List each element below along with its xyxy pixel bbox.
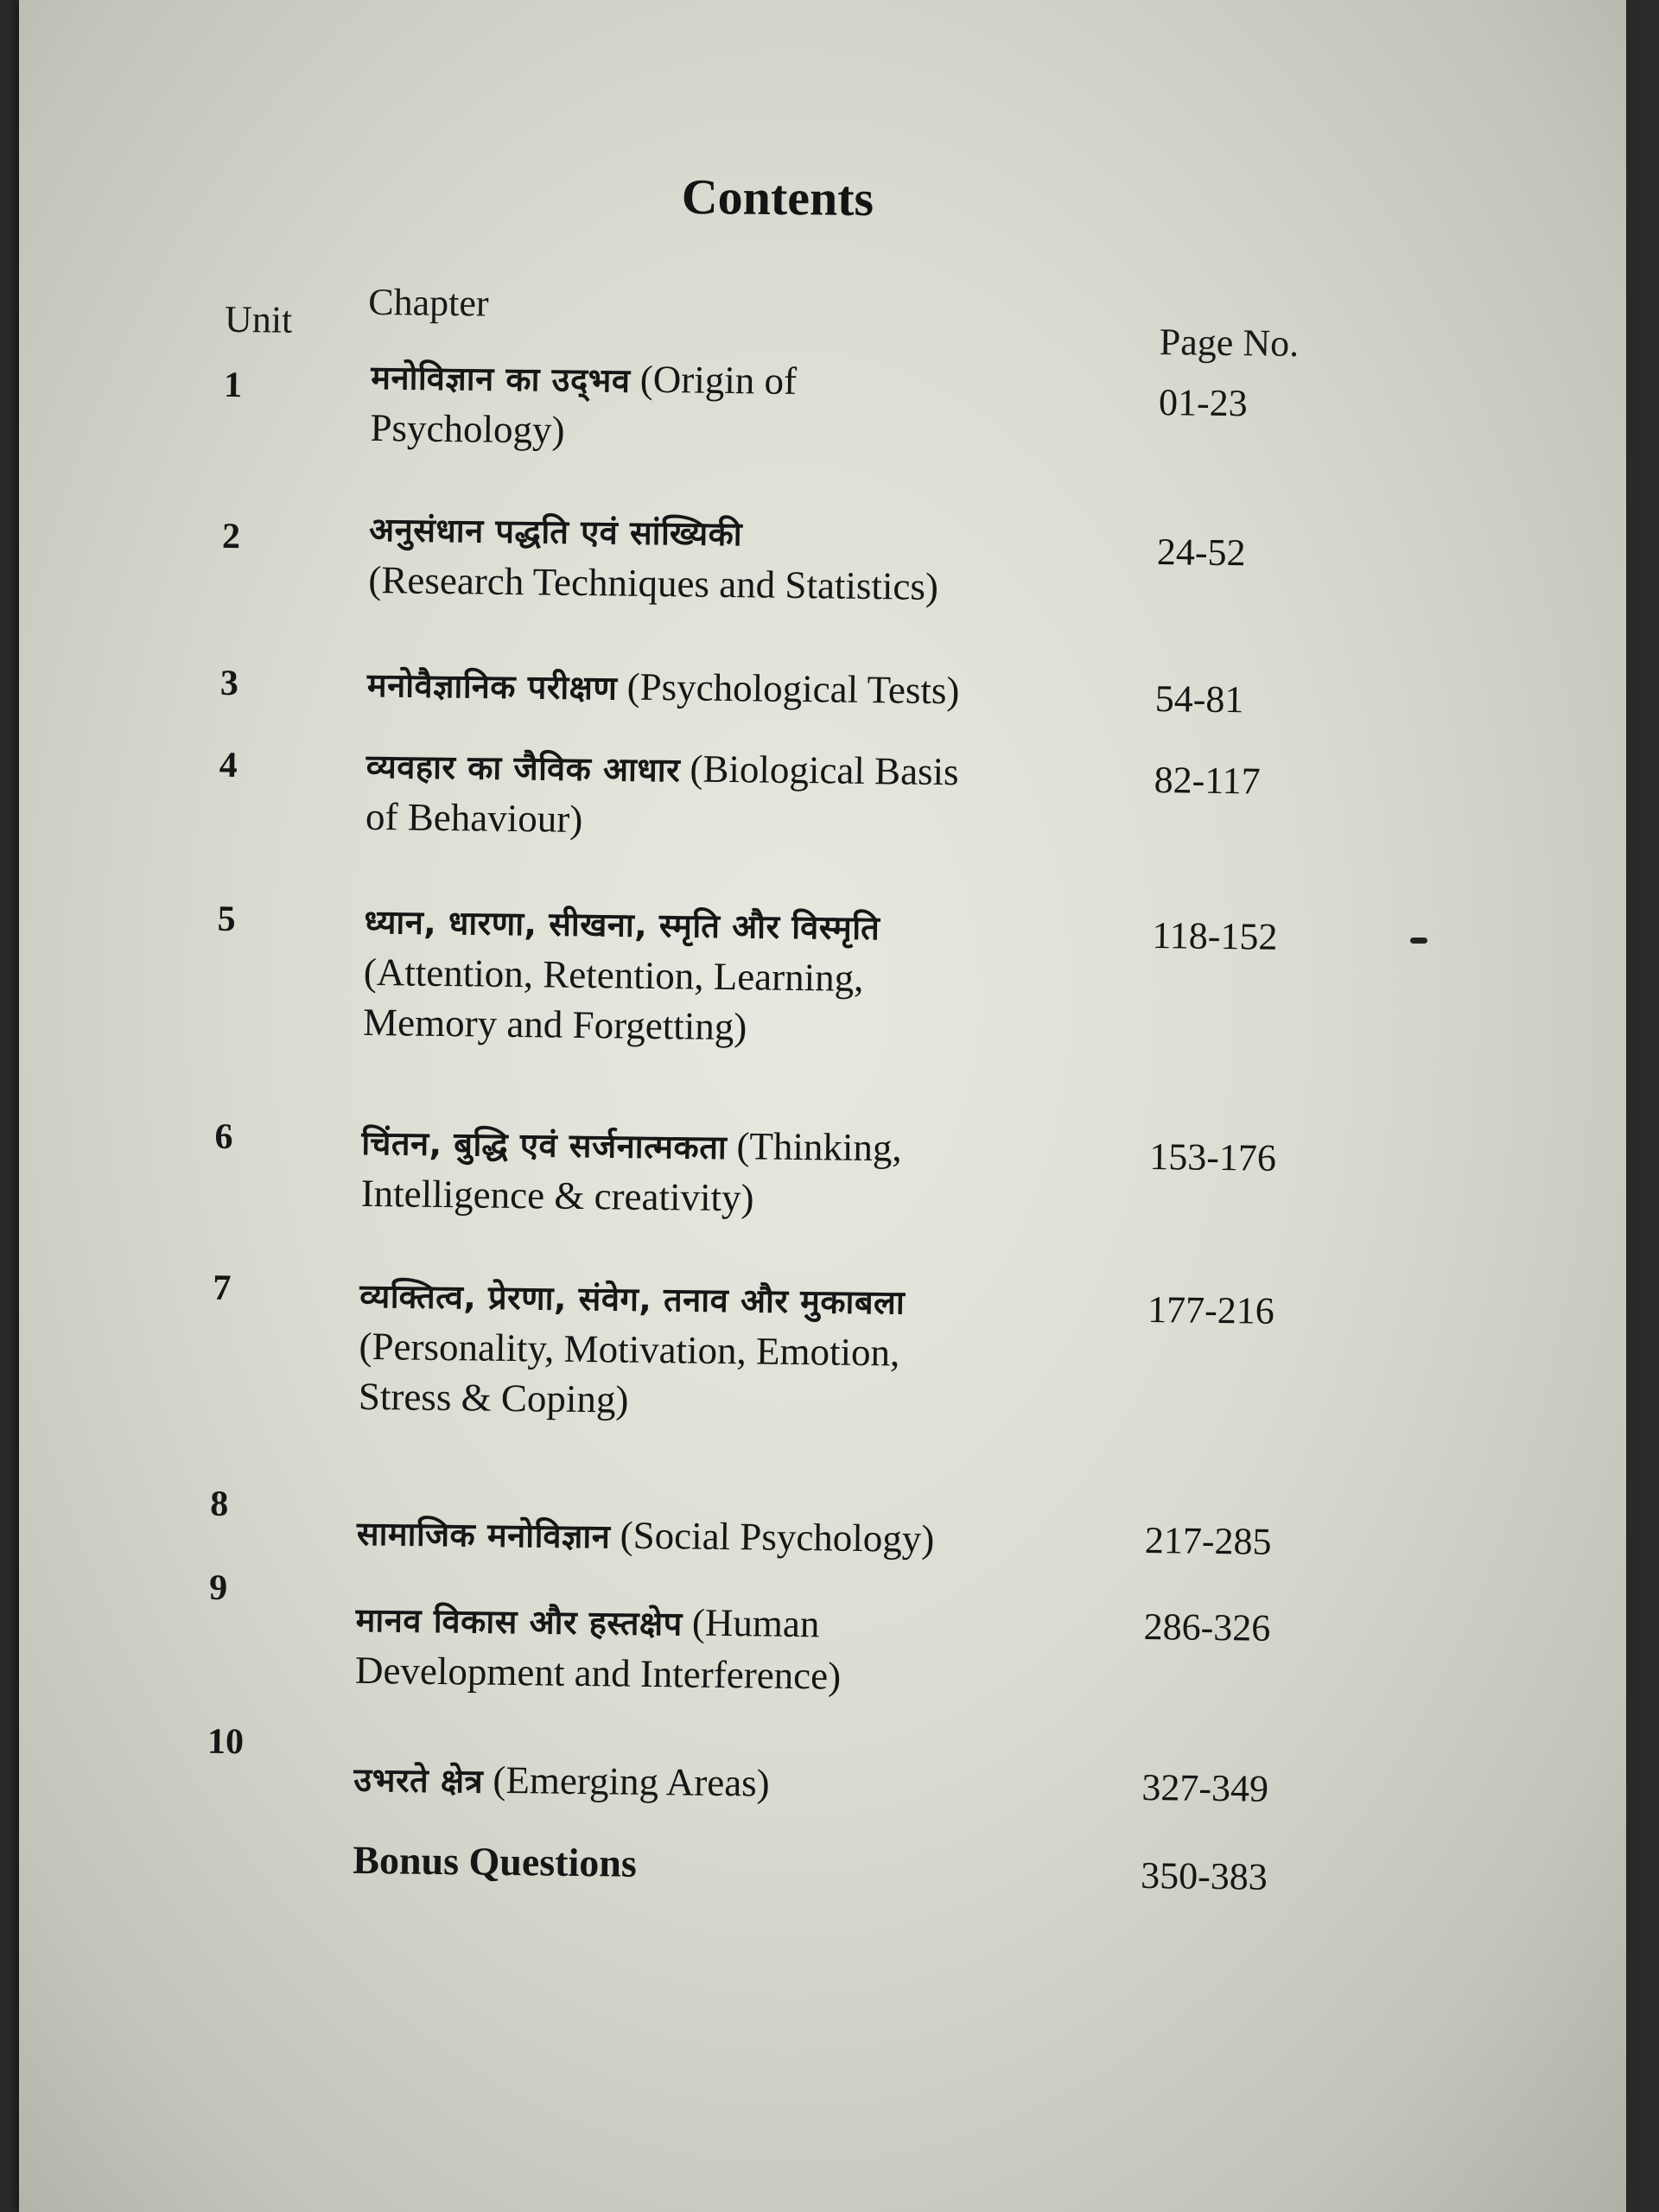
chapter-english-title: Memory and Forgetting) bbox=[362, 1000, 747, 1049]
chapter-title bbox=[355, 1593, 1134, 1705]
page-range: 217-285 bbox=[1144, 1518, 1272, 1563]
unit-number: 9 bbox=[208, 1567, 228, 1608]
chapter-english-title: (Attention, Retention, Learning, bbox=[363, 950, 864, 1000]
chapter-title bbox=[363, 895, 1142, 1057]
chapter-hindi-title: मानव विकास और हस्तक्षेप bbox=[355, 1600, 683, 1643]
chapter-hindi-title: उभरते क्षेत्र bbox=[353, 1760, 484, 1801]
chapter-hindi-title: सामाजिक मनोविज्ञान bbox=[356, 1514, 611, 1556]
chapter-english-title: (Emerging Areas) bbox=[482, 1758, 771, 1805]
chapter-english-title: (Origin of bbox=[630, 357, 798, 403]
bonus-questions-label: Bonus Questions bbox=[353, 1837, 638, 1885]
contents-table bbox=[19, 0, 1626, 2212]
page-title: Contents bbox=[681, 168, 874, 227]
chapter-hindi-title: मनोविज्ञान का उद्‌भव bbox=[371, 358, 631, 400]
ink-mark bbox=[1410, 938, 1427, 944]
page-range: 24-52 bbox=[1156, 531, 1246, 575]
unit-number: 10 bbox=[207, 1721, 245, 1763]
page-range: 177-216 bbox=[1147, 1287, 1275, 1332]
chapter-title bbox=[359, 1269, 1138, 1431]
chapter-hindi-title: मनोवैज्ञानिक परीक्षण bbox=[366, 665, 618, 708]
chapter-english-title: Development and Interference) bbox=[354, 1648, 842, 1698]
unit-column-header: Unit bbox=[224, 297, 293, 341]
unit-number: 3 bbox=[219, 663, 239, 704]
page-range: 54-81 bbox=[1154, 677, 1244, 721]
chapter-english-title: (Biological Basis bbox=[679, 747, 959, 794]
chapter-column-header: Chapter bbox=[368, 280, 489, 325]
unit-number: 7 bbox=[213, 1268, 232, 1309]
chapter-english-title: of Behaviour) bbox=[365, 794, 583, 841]
chapter-title bbox=[370, 351, 1148, 462]
unit-number: 8 bbox=[210, 1484, 229, 1525]
chapter-title bbox=[367, 658, 1146, 720]
chapter-hindi-title: व्यवहार का जैविक आधार bbox=[365, 747, 681, 790]
page-column-header: Page No. bbox=[1159, 321, 1300, 365]
book-page bbox=[19, 0, 1626, 2212]
unit-number: 6 bbox=[214, 1116, 233, 1158]
chapter-english-title: (Personality, Motivation, Emotion, bbox=[359, 1324, 900, 1375]
chapter-hindi-title: व्यक्तित्व, प्रेरणा, संवेग, तनाव और मुकाबला bbox=[359, 1276, 906, 1322]
page-range: 82-117 bbox=[1154, 759, 1261, 803]
unit-number: 1 bbox=[223, 365, 243, 406]
chapter-title bbox=[353, 1753, 1132, 1815]
chapter-english-title: (Research Techniques and Statistics) bbox=[368, 557, 939, 608]
chapter-english-title: Intelligence & creativity) bbox=[360, 1171, 754, 1220]
chapter-title bbox=[365, 740, 1144, 851]
chapter-english-title: Psychology) bbox=[370, 405, 565, 452]
chapter-english-title: (Psychological Tests) bbox=[617, 664, 960, 713]
page-range: 327-349 bbox=[1141, 1765, 1269, 1810]
page-range: 01-23 bbox=[1158, 381, 1248, 425]
chapter-title bbox=[357, 1507, 1135, 1568]
unit-number: 2 bbox=[221, 516, 241, 557]
chapter-hindi-title: ध्यान, धारणा, सीखना, स्मृति और विस्मृति bbox=[364, 902, 880, 948]
page-range: 286-326 bbox=[1143, 1605, 1271, 1649]
unit-number: 5 bbox=[217, 899, 236, 940]
page-range: 118-152 bbox=[1152, 914, 1278, 958]
page-range: 153-176 bbox=[1149, 1135, 1277, 1179]
chapter-english-title: (Human bbox=[682, 1600, 820, 1646]
chapter-title bbox=[360, 1116, 1139, 1228]
chapter-english-title: Stress & Coping) bbox=[358, 1374, 629, 1421]
chapter-english-title: (Social Psychology) bbox=[610, 1513, 935, 1560]
chapter-hindi-title: अनुसंधान पद्धति एवं सांख्यिकी bbox=[368, 510, 743, 554]
page-range: 350-383 bbox=[1140, 1853, 1268, 1898]
chapter-english-title: (Thinking, bbox=[726, 1124, 903, 1170]
chapter-hindi-title: चिंतन, बुद्धि एवं सर्जनात्मकता bbox=[361, 1123, 728, 1167]
chapter-title bbox=[368, 503, 1147, 614]
unit-number: 4 bbox=[219, 745, 238, 786]
